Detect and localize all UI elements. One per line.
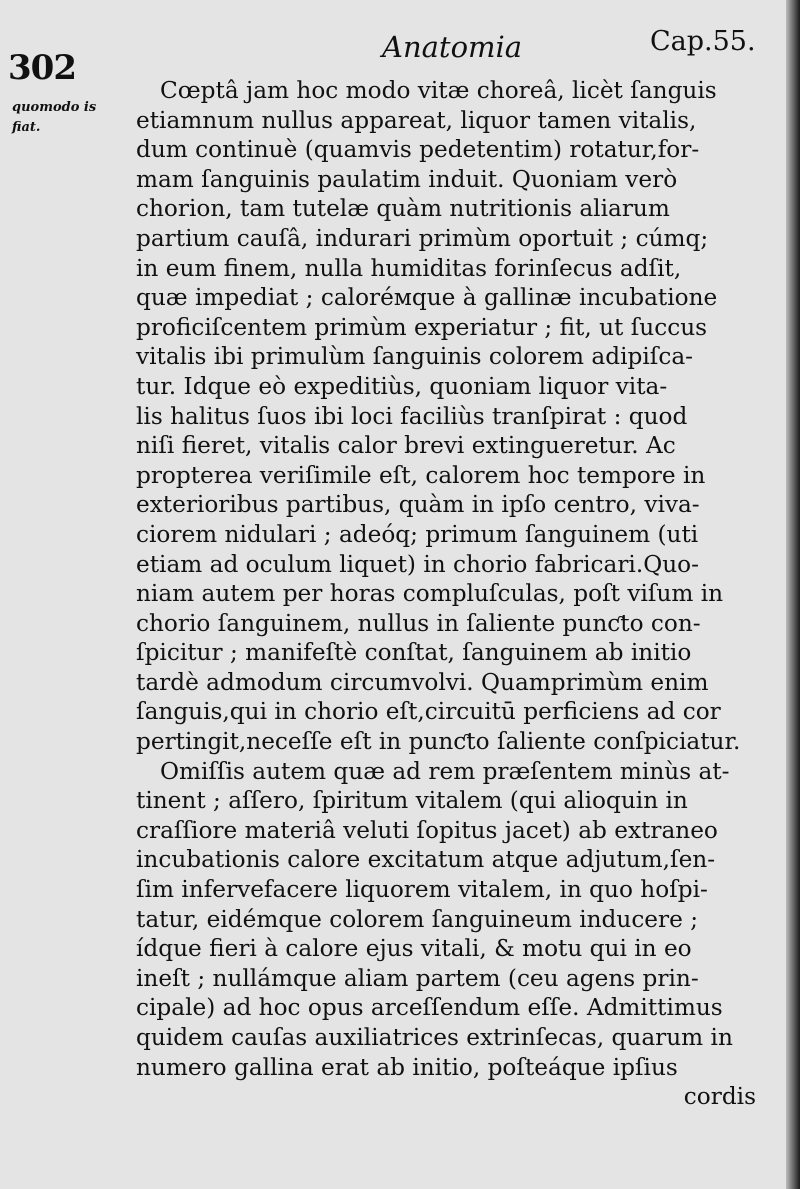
text-line: numero gallina erat ab initio, poſteáque ipſius [136, 1053, 678, 1081]
margin-note-line: quomodo is [12, 100, 97, 115]
text-line: niſi fieret, vitalis calor brevi extingueretur. Ac [136, 432, 676, 460]
text-line: ídque fieri à calore ejus vitali, & motu qui in eo [136, 935, 692, 963]
text-line: ſim infervefacere liquorem vitalem, in quo hoſpi- [136, 876, 708, 904]
text-line: Omiſſis autem quæ ad rem præſentem minùs at- [160, 757, 730, 785]
text-line: in eum finem, nulla humiditas forinſecus adſit, [136, 254, 682, 282]
text-line: proficiſcentem primùm experiatur ; fit, ut ſuccus [136, 313, 708, 341]
text-line: tinent ; aſſero, ſpiritum vitalem (qui alioquin in [136, 787, 688, 815]
text-line: ſanguis,qui in chorio eſt,circuitū perficiens ad cor [136, 698, 721, 726]
text-line: chorion, tam tutelæ quàm nutritionis aliarum [136, 195, 670, 223]
text-line: mam ſanguinis paulatim induit. Quoniam verò [136, 165, 678, 193]
text-line: tatur, eidémque colorem ſanguineum inducere ; [136, 905, 699, 933]
running-title: Anatomia [382, 30, 523, 64]
text-line: Cœptâ jam hoc modo vitæ choreâ, licèt ſanguis [160, 77, 717, 104]
text-line: craſſiore materiâ veluti ſopitus jacet) ab extraneo [136, 816, 718, 844]
text-line: pertingit,neceſſe eſt in punƈto ſaliente conſpiciatur. [136, 728, 741, 756]
page-number: 302 [8, 48, 76, 88]
text-line: tardè admodum circumvolvi. Quamprimùm enim [136, 668, 709, 696]
body-text [136, 76, 756, 1112]
text-line: dum continuè (quamvis pedetentim) rotatur,for- [136, 136, 700, 164]
text-line: ſpicitur ; manifeſtè conſtat, ſanguinem ab initio [136, 639, 692, 667]
page-edge-shadow [786, 0, 800, 1189]
text-line: etiamnum nullus appareat, liquor tamen vitalis, [136, 106, 697, 134]
text-line: lis halitus ſuos ibi loci faciliùs tranſpirat : quod [136, 402, 688, 430]
text-line: quæ impediat ; caloréмque à gallinæ incubatione [136, 284, 718, 312]
text-line: exterioribus partibus, quàm in ipſo centro, viva- [136, 491, 700, 519]
text-line: tur. Idque eò expeditiùs, quoniam liquor vita- [136, 372, 668, 400]
text-line: niam autem per horas compluſculas, poſt viſum in [136, 580, 724, 608]
text-line: ineſt ; nullámque aliam partem (ceu agens prin- [136, 964, 699, 992]
text-line: ciorem nidulari ; adeóq; primum ſanguinem (uti [136, 520, 699, 548]
page-header [0, 24, 800, 88]
margin-note-line: fiat. [12, 120, 41, 135]
text-line: vitalis ibi primulùm ſanguinis colorem adipiſca- [136, 343, 693, 371]
chapter-label: Cap.55. [650, 26, 756, 57]
margin-note [12, 98, 122, 138]
text-line: partium cauſâ, indurari primùm oportuit ; cúmq; [136, 224, 709, 252]
text-line: quidem cauſas auxiliatrices extrinſecas, quarum in [136, 1024, 733, 1051]
text-line: propterea veriſimile eſt, calorem hoc tempore in [136, 461, 706, 489]
text-line: etiam ad oculum liquet) in chorio fabricari.Quo- [136, 550, 699, 578]
text-line: chorio ſanguinem, nullus in ſaliente punƈto con- [136, 609, 701, 637]
text-line: incubationis calore excitatum atque adjutum,ſen- [136, 846, 716, 874]
text-line: cipale) ad hoc opus arceſſendum eſſe. Admittimus [136, 994, 723, 1022]
catchword: cordis [683, 1083, 756, 1111]
